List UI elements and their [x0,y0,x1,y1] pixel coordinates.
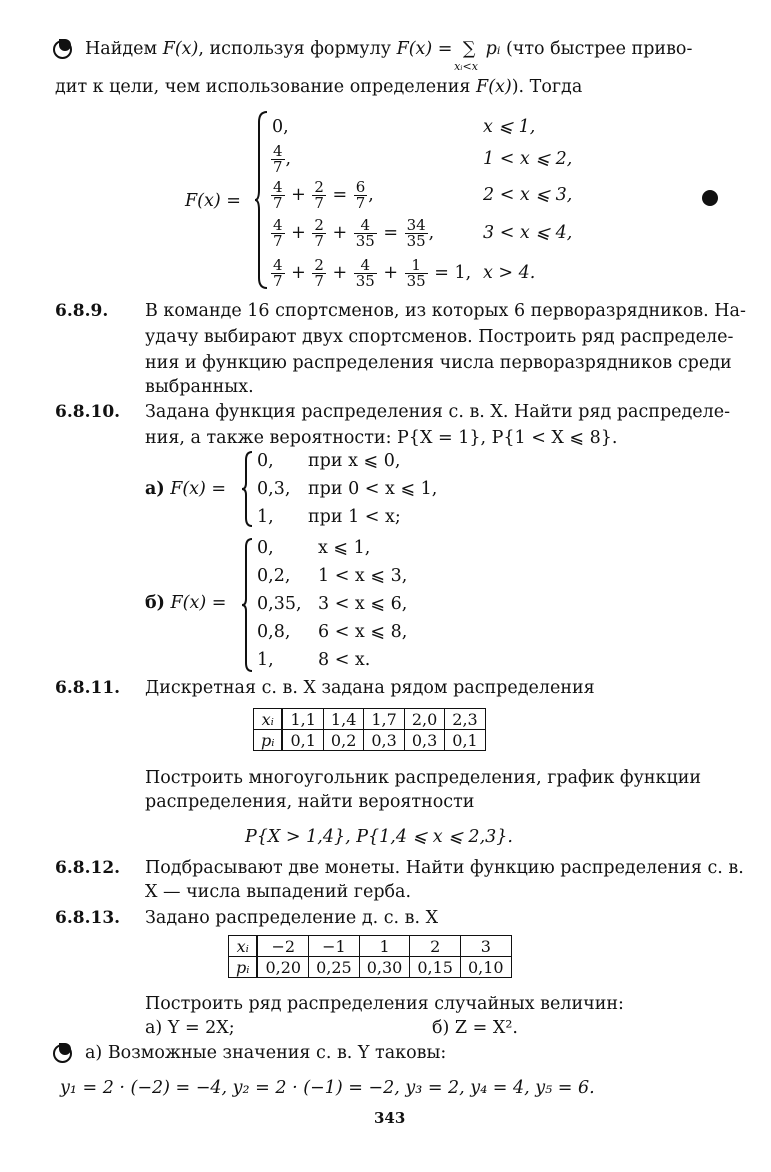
problem-number: 6.8.11. [55,678,121,698]
fx-row-5-cond: x > 4. [483,263,536,283]
fx-row-3-cond: 2 < x ⩽ 3, [483,185,573,205]
problem-text: выбранных. [145,377,254,397]
distribution-table-6811 [253,708,486,751]
part-b-lhs: б) F(x) = [145,593,227,613]
table-cell: 1,7 [364,709,404,730]
table-header-p: pᵢ [229,957,258,978]
table-cell: 1 [359,936,410,957]
problem-text: ния и функцию распределения числа перворазрядников среди [145,353,732,373]
table-cell: −2 [257,936,308,957]
distribution-table-6813 [228,935,512,978]
part-b-row: 0,8, [257,622,291,642]
part-a-row: 0,3, [257,479,291,499]
table-cell: 0,25 [309,957,360,978]
part-b-row-cond: 1 < x ⩽ 3, [318,566,408,586]
part-b-row-cond: 6 < x ⩽ 8, [318,622,408,642]
problem-text: ния, а также вероятности: P{X = 1}, P{1 < X ⩽ 8}. [145,428,618,448]
part-b-row: 0, [257,538,274,558]
table-cell: 0,30 [359,957,410,978]
part-a-brace [242,450,254,528]
solution-start-icon [53,40,72,59]
table-header-x: xᵢ [229,936,258,957]
fx-row-1-cond: x ⩽ 1, [483,117,536,137]
problem-text: Подбрасывают две монеты. Найти функцию распределения с. в. [145,858,744,878]
problem-text: удачу выбирают двух спортсменов. Построить ряд распределе- [145,327,734,347]
page-number: 343 [374,1109,406,1127]
problem-text: Дискретная с. в. X задана рядом распределения [145,678,595,698]
fx-row-3-value: $\frac{4}{7}$ + $\frac{2}{7}$ = $\frac{6}{7}$ , [273,178,374,212]
part-a-lhs: а) F(x) = [145,479,227,499]
fx-brace [255,110,269,290]
fx-row-4-cond: 3 < x ⩽ 4, [483,223,573,243]
fx-row-1-value: 0, [272,117,289,137]
part-b-row-cond: x ⩽ 1, [318,538,371,558]
table-cell: 2 [410,936,461,957]
fx-row-5-value: $\frac{4}{7}$ + $\frac{2}{7}$ + $\frac{4}{35}$ + $\frac{1}{35}$ = 1, [273,256,472,290]
solution-text: а) Возможные значения с. в. Y таковы: [85,1043,447,1063]
problem-text: В команде 16 спортсменов, из которых 6 перворазрядников. На- [145,301,746,321]
part-b-brace [242,537,254,673]
part-a: а) Y = 2X; [145,1018,235,1038]
table-cell: −1 [309,936,360,957]
part-b-row: 0,2, [257,566,291,586]
part-b-row-cond: 8 < x. [318,650,371,670]
part-a-row: 1, [257,507,274,527]
solution-line-2: дит к цели, чем использование определения F(x)). Тогда [55,77,583,97]
part-a-row: 0, [257,451,274,471]
problem-text: Построить многоугольник распределения, график функции [145,768,702,788]
problem-text: Задана функция распределения с. в. X. Найти ряд распределе- [145,402,731,422]
table-cell: 0,3 [404,730,444,751]
part-b-row: 1, [257,650,274,670]
solution-values: y₁ = 2 · (−2) = −4, y₂ = 2 · (−1) = −2, y₃ = 2, y₄ = 4, y₅ = 6. [60,1078,595,1098]
table-header-p: pᵢ [254,730,283,751]
part-a-row-cond: при 1 < x; [308,507,401,527]
problem-text: Построить ряд распределения случайных величин: [145,994,624,1014]
table-cell: 0,3 [364,730,404,751]
table-cell: 0,20 [257,957,308,978]
problem-text: Задано распределение д. с. в. X [145,908,439,928]
table-cell: 2,3 [445,709,485,730]
table-cell: 3 [460,936,511,957]
problem-number: 6.8.10. [55,402,121,422]
fx-row-4-value: $\frac{4}{7}$ + $\frac{2}{7}$ + $\frac{4}{35}$ = $\frac{34}{35}$ , [273,216,435,250]
probabilities: P{X > 1,4}, P{1,4 ⩽ x ⩽ 2,3}. [245,827,513,847]
table-cell: 1,4 [323,709,363,730]
part-b: б) Z = X². [432,1018,518,1038]
table-cell: 0,1 [282,730,323,751]
problem-number: 6.8.12. [55,858,121,878]
solution-line-1: Найдем F(x), используя формулу F(x) = ∑ xᵢ<x pᵢ (что быстрее приво- [85,39,693,73]
problem-text: X — числа выпадений герба. [145,882,412,902]
part-a-row-cond: при x ⩽ 0, [308,451,401,471]
solution-start-icon [53,1044,72,1063]
part-b-row-cond: 3 < x ⩽ 6, [318,594,408,614]
table-cell: 0,1 [445,730,485,751]
part-b-row: 0,35, [257,594,302,614]
table-header-x: xᵢ [254,709,283,730]
problem-text: распределения, найти вероятности [145,792,475,812]
table-cell: 2,0 [404,709,444,730]
problem-number: 6.8.9. [55,301,109,321]
fx-row-2-value: $\frac{4}{7}$ , [273,142,292,176]
fx-lhs: F(x) = [185,191,241,211]
table-cell: 0,10 [460,957,511,978]
fx-row-2-cond: 1 < x ⩽ 2, [483,149,573,169]
solution-end-bullet [702,190,718,206]
table-cell: 0,2 [323,730,363,751]
problem-number: 6.8.13. [55,908,121,928]
table-cell: 0,15 [410,957,461,978]
part-a-row-cond: при 0 < x ⩽ 1, [308,479,438,499]
table-cell: 1,1 [282,709,323,730]
